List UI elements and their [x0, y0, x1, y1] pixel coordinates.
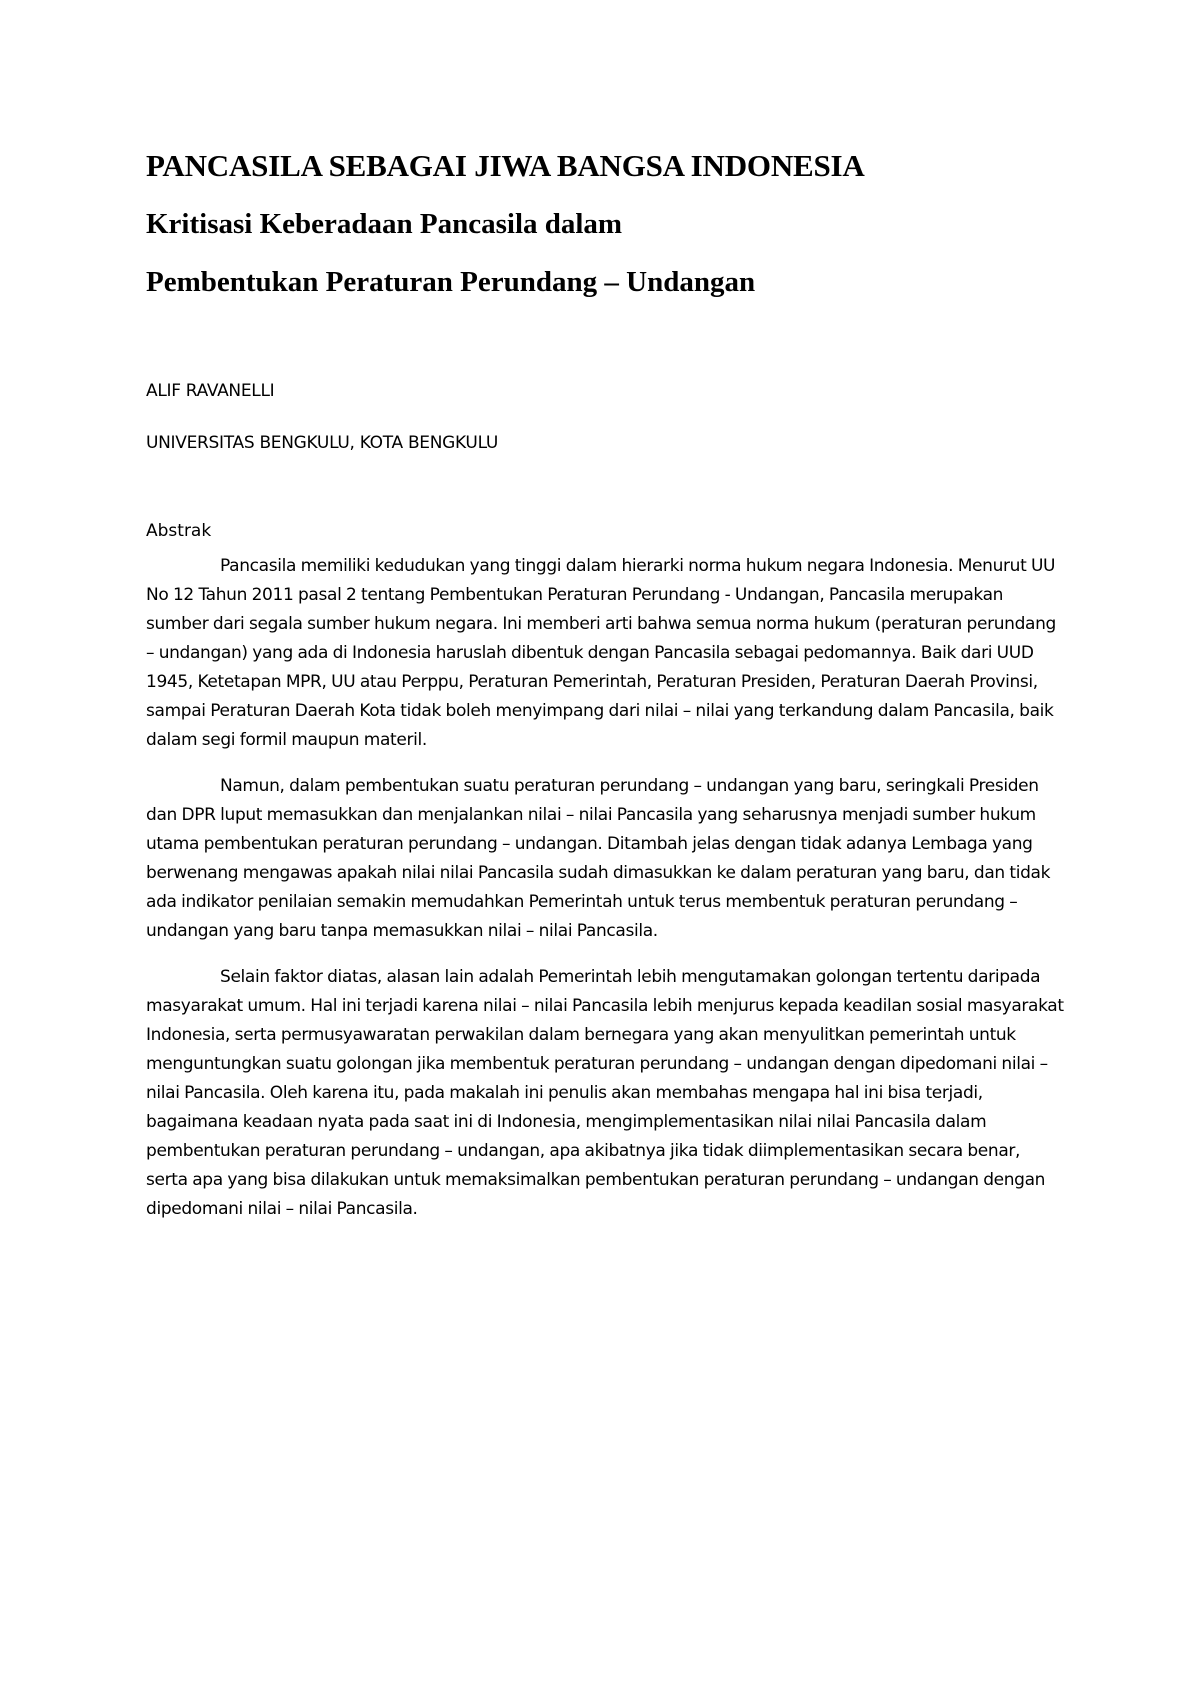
author-name: ALIF RAVANELLI [146, 381, 275, 401]
abstract-heading: Abstrak [146, 521, 212, 541]
document-subtitle-line-2: Pembentukan Peraturan Perundang – Undangan [146, 266, 756, 298]
document-subtitle-line-1: Kritisasi Keberadaan Pancasila dalam [146, 208, 623, 240]
document-content [146, 146, 1066, 1241]
abstract-paragraph-2: Namun, dalam pembentukan suatu peraturan perundang – undangan yang baru, seringkali Presiden dan DPR luput memasukkan dan menjalankan nilai – nilai Pancasila yang seharusnya menjadi sumber hukum utama pembentukan peraturan perundang – undangan. Ditambah jelas dengan tidak adanya Lembaga yang berwenang mengawas apakah nilai nilai Pancasila sudah dimasukkan ke dalam peraturan yang baru, dan tidak ada indikator penilaian semakin memudahkan Pemerintah untuk terus membentuk peraturan perundang – undangan yang baru tanpa memasukkan nilai – nilai Pancasila. [146, 776, 1051, 941]
abstract-paragraph-1: Pancasila memiliki kedudukan yang tinggi dalam hierarki norma hukum negara Indonesia. Menurut UU No 12 Tahun 2011 pasal 2 tentang Pembentukan Peraturan Perundang - Undangan, Pancasila merupakan sumber dari segala sumber hukum negara. Ini memberi arti bahwa semua norma hukum (peraturan perundang – undangan) yang ada di Indonesia haruslah dibentuk dengan Pancasila sebagai pedomannya. Baik dari UUD 1945, Ketetapan MPR, UU atau Perppu, Peraturan Pemerintah, Peraturan Presiden, Peraturan Daerah Provinsi, sampai Peraturan Daerah Kota tidak boleh menyimpang dari nilai – nilai yang terkandung dalam Pancasila, baik dalam segi formil maupun materil. [146, 556, 1056, 750]
document-title: PANCASILA SEBAGAI JIWA BANGSA INDONESIA [146, 148, 865, 183]
abstract-paragraph-3: Selain faktor diatas, alasan lain adalah Pemerintah lebih mengutamakan golongan tertentu daripada masyarakat umum. Hal ini terjadi karena nilai – nilai Pancasila lebih menjurus kepada keadilan sosial masyarakat Indonesia, serta permusyawaratan perwakilan dalam bernegara yang akan menyulitkan pemerintah untuk menguntungkan suatu golongan jika membentuk peraturan perundang – undangan dengan dipedomani nilai – nilai Pancasila. Oleh karena itu, pada makalah ini penulis akan membahas mengapa hal ini bisa terjadi, bagaimana keadaan nyata pada saat ini di Indonesia, mengimplementasikan nilai nilai Pancasila dalam pembentukan peraturan perundang – undangan, apa akibatnya jika tidak diimplementasikan secara benar, serta apa yang bisa dilakukan untuk memaksimalkan pembentukan peraturan perundang – undangan dengan dipedomani nilai – nilai Pancasila. [146, 967, 1064, 1219]
author-affiliation: UNIVERSITAS BENGKULU, KOTA BENGKULU [146, 433, 499, 453]
